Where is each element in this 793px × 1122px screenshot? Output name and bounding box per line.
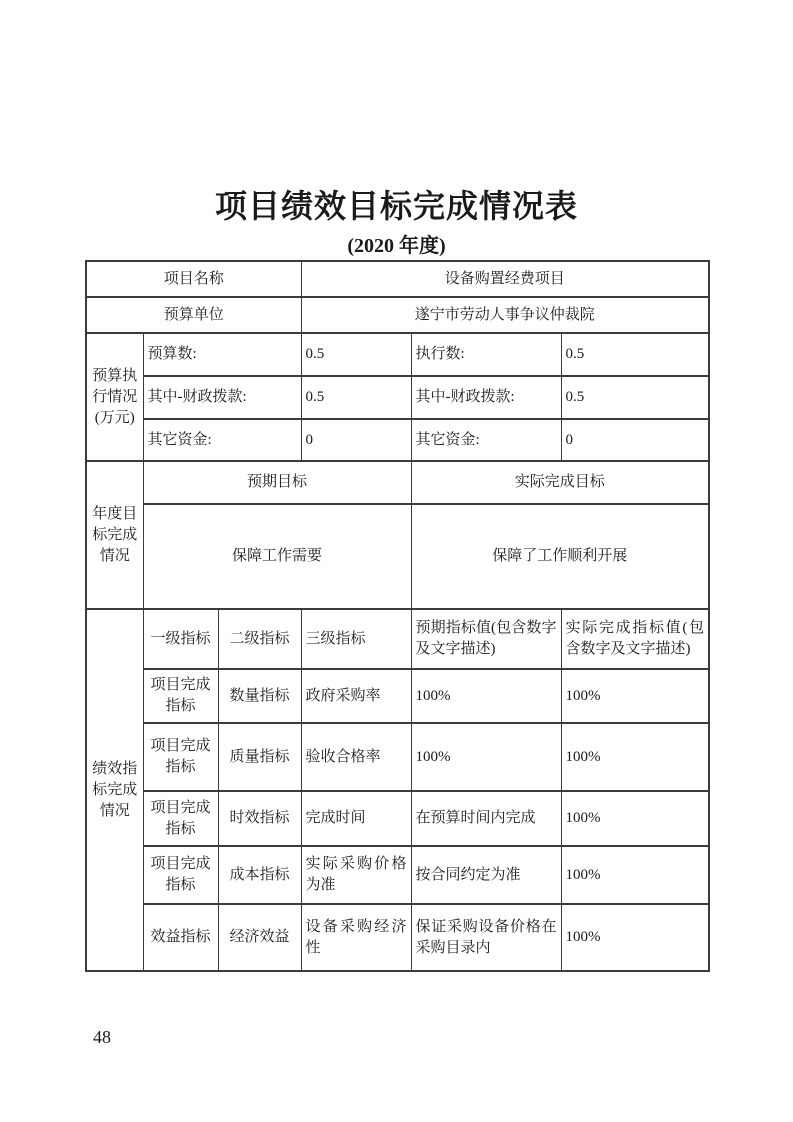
indicator-level2-cell: 成本指标 bbox=[218, 846, 301, 904]
indicator-header-level3-cell: 三级指标 bbox=[301, 609, 411, 669]
page-number: 48 bbox=[93, 1027, 111, 1047]
indicator-row bbox=[86, 791, 709, 846]
project-name-label-cell: 项目名称 bbox=[86, 261, 301, 297]
page-title: 项目绩效目标完成情况表 bbox=[214, 188, 578, 224]
indicator-header-row bbox=[86, 609, 709, 669]
indicator-expected-value-cell: 100% bbox=[411, 669, 561, 723]
indicator-level1-cell: 项目完成指标 bbox=[143, 723, 218, 791]
budget-label-cell: 其中-财政拨款: bbox=[143, 376, 301, 419]
budget-label-cell: 执行数: bbox=[411, 333, 561, 376]
indicator-header-level1-cell: 一级指标 bbox=[143, 609, 218, 669]
indicator-level2-cell: 经济效益 bbox=[218, 904, 301, 971]
page-subtitle: (2020 年度) bbox=[347, 235, 446, 257]
indicator-actual-value-cell: 100% bbox=[561, 669, 709, 723]
budget-execution-row-1 bbox=[86, 333, 709, 376]
indicator-level2-cell: 质量指标 bbox=[218, 723, 301, 791]
budget-execution-section-label-cell: 预算执行情况(万元) bbox=[86, 333, 143, 461]
indicator-header-level2-cell: 二级指标 bbox=[218, 609, 301, 669]
performance-report-table bbox=[85, 260, 710, 972]
indicators-section-label-cell: 绩效指标完成情况 bbox=[86, 609, 143, 971]
indicator-actual-value-cell: 100% bbox=[561, 723, 709, 791]
indicator-expected-value-cell: 在预算时间内完成 bbox=[411, 791, 561, 846]
annual-goal-section-label-cell: 年度目标完成情况 bbox=[86, 461, 143, 609]
indicator-level1-cell: 项目完成指标 bbox=[143, 846, 218, 904]
indicator-expected-value-cell: 保证采购设备价格在采购目录内 bbox=[411, 904, 561, 971]
indicator-level1-cell: 效益指标 bbox=[143, 904, 218, 971]
actual-goal-value-cell: 保障了工作顺利开展 bbox=[411, 504, 709, 609]
indicator-row bbox=[86, 904, 709, 971]
indicator-header-expected-cell: 预期指标值(包含数字及文字描述) bbox=[411, 609, 561, 669]
indicator-actual-value-cell: 100% bbox=[561, 904, 709, 971]
budget-value-cell: 0.5 bbox=[301, 333, 411, 376]
indicator-actual-value-cell: 100% bbox=[561, 791, 709, 846]
indicator-row bbox=[86, 723, 709, 791]
budget-value-cell: 0 bbox=[301, 419, 411, 461]
indicator-header-actual-cell: 实际完成指标值(包含数字及文字描述) bbox=[561, 609, 709, 669]
indicator-expected-value-cell: 100% bbox=[411, 723, 561, 791]
budget-label-cell: 预算数: bbox=[143, 333, 301, 376]
indicator-row bbox=[86, 846, 709, 904]
project-name-row bbox=[86, 261, 709, 297]
indicator-level2-cell: 时效指标 bbox=[218, 791, 301, 846]
indicator-level3-cell: 设备采购经济性 bbox=[301, 904, 411, 971]
indicator-actual-value-cell: 100% bbox=[561, 846, 709, 904]
budget-execution-row-3 bbox=[86, 419, 709, 461]
budget-value-cell: 0.5 bbox=[561, 376, 709, 419]
actual-goal-header-cell: 实际完成目标 bbox=[411, 461, 709, 504]
budget-value-cell: 0 bbox=[561, 419, 709, 461]
budget-value-cell: 0.5 bbox=[301, 376, 411, 419]
budget-label-cell: 其它资金: bbox=[411, 419, 561, 461]
project-name-value-cell: 设备购置经费项目 bbox=[301, 261, 709, 297]
indicator-level1-cell: 项目完成指标 bbox=[143, 669, 218, 723]
indicator-level3-cell: 验收合格率 bbox=[301, 723, 411, 791]
budget-label-cell: 其中-财政拨款: bbox=[411, 376, 561, 419]
indicator-expected-value-cell: 按合同约定为准 bbox=[411, 846, 561, 904]
annual-goal-value-row bbox=[86, 504, 709, 609]
budget-label-cell: 其它资金: bbox=[143, 419, 301, 461]
indicator-level3-cell: 完成时间 bbox=[301, 791, 411, 846]
budget-unit-value-cell: 遂宁市劳动人事争议仲裁院 bbox=[301, 297, 709, 333]
indicator-level1-cell: 项目完成指标 bbox=[143, 791, 218, 846]
indicator-row bbox=[86, 669, 709, 723]
budget-execution-row-2 bbox=[86, 376, 709, 419]
budget-value-cell: 0.5 bbox=[561, 333, 709, 376]
expected-goal-header-cell: 预期目标 bbox=[143, 461, 411, 504]
indicator-level3-cell: 政府采购率 bbox=[301, 669, 411, 723]
indicator-level2-cell: 数量指标 bbox=[218, 669, 301, 723]
budget-unit-label-cell: 预算单位 bbox=[86, 297, 301, 333]
expected-goal-value-cell: 保障工作需要 bbox=[143, 504, 411, 609]
budget-unit-row bbox=[86, 297, 709, 333]
annual-goal-header-row bbox=[86, 461, 709, 504]
indicator-level3-cell: 实际采购价格为准 bbox=[301, 846, 411, 904]
